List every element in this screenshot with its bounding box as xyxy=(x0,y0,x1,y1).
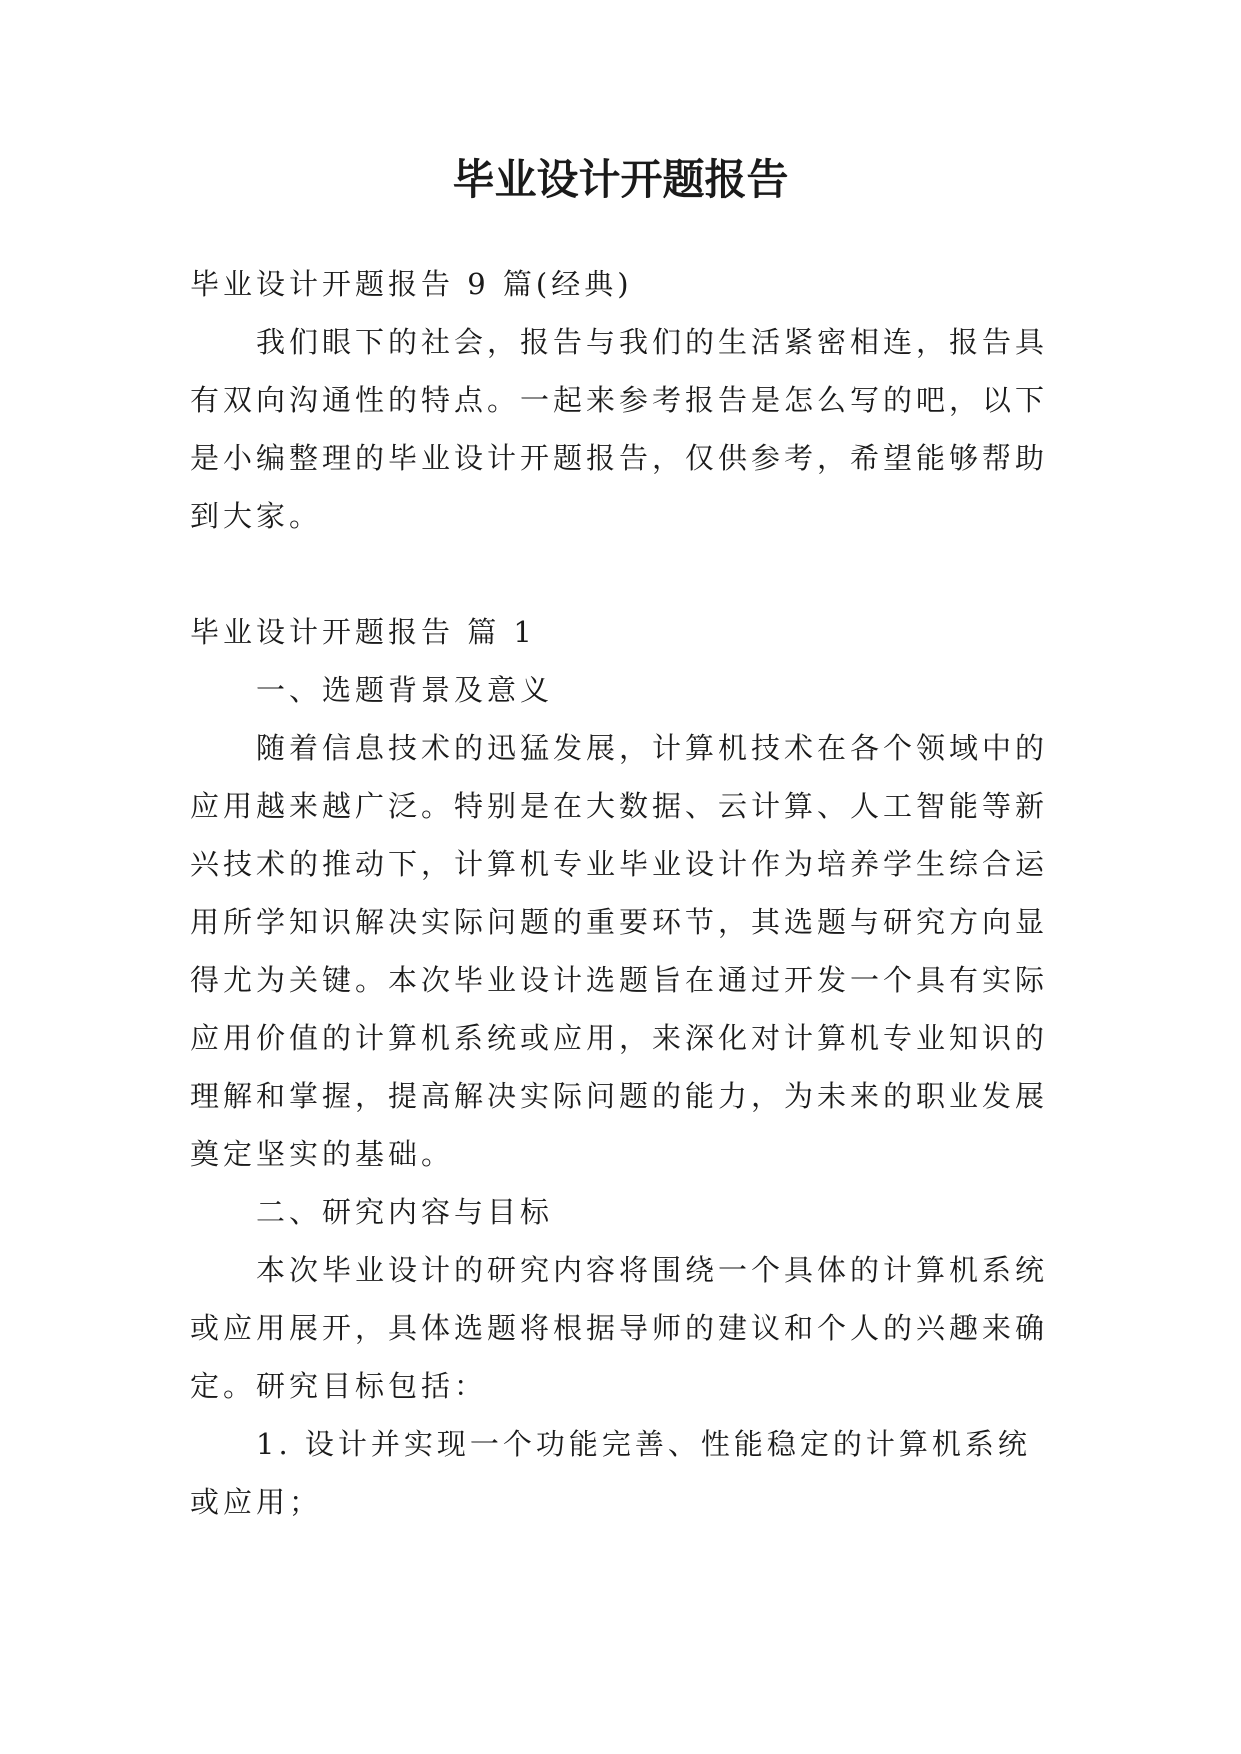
page-title: 毕业设计开题报告 xyxy=(452,155,789,204)
part1-paragraph: 随着信息技术的迅猛发展，计算机技术在各个领域中的应用越来越广泛。特别是在大数据、云计算、人工智能等新兴技术的推动下，计算机专业毕业设计作为培养学生综合运用所学知识解决实际问题的重要环节，其选题与研究方向显得尤为关键。本次毕业设计选题旨在通过开发一个具有实际应用价值的计算机系统或应用，来深化对计算机专业知识的理解和掌握，提高解决实际问题的能力，为未来的职业发展奠定坚实的基础。 xyxy=(190,731,1049,1171)
paragraph-spacer xyxy=(190,545,1050,603)
goal-item-1: 1. 设计并实现一个功能完善、性能稳定的计算机系统或应用； xyxy=(190,1427,1031,1519)
section-heading: 毕业设计开题报告 篇 1 xyxy=(190,615,536,649)
part1-heading: 一、选题背景及意义 xyxy=(256,673,554,707)
intro-paragraph: 我们眼下的社会，报告与我们的生活紧密相连，报告具有双向沟通性的特点。一起来参考报告是怎么写的吧，以下是小编整理的毕业设计开题报告，仅供参考，希望能够帮助到大家。 xyxy=(190,325,1049,533)
document-body xyxy=(190,255,1050,1531)
part2-paragraph: 本次毕业设计的研究内容将围绕一个具体的计算机系统或应用展开，具体选题将根据导师的建议和个人的兴趣来确定。研究目标包括： xyxy=(190,1253,1049,1403)
document-subtitle: 毕业设计开题报告 9 篇(经典) xyxy=(190,267,633,301)
part2-heading: 二、研究内容与目标 xyxy=(256,1195,554,1229)
